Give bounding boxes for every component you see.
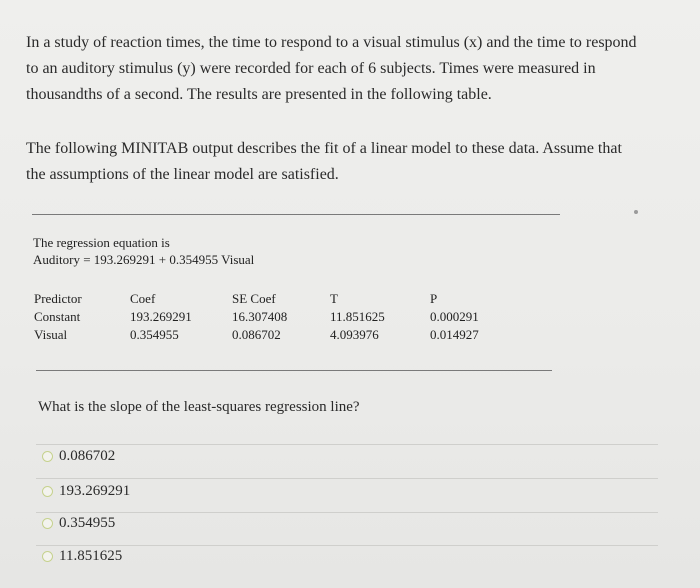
table-column-coef — [130, 290, 192, 344]
option-label: 0.354955 — [59, 514, 116, 531]
answer-option-3[interactable] — [42, 513, 115, 533]
radio-button[interactable] — [42, 551, 53, 562]
table-header: Predictor — [34, 291, 82, 306]
radio-button[interactable] — [42, 486, 53, 497]
minitab-intro-line-2: the assumptions of the linear model are satisfied. — [26, 166, 339, 183]
table-cell: Visual — [34, 327, 68, 342]
radio-button[interactable] — [42, 451, 53, 462]
answer-option-1[interactable] — [42, 446, 115, 466]
option-label: 193.269291 — [59, 482, 131, 499]
table-cell: Constant — [34, 309, 81, 324]
table-cell: 4.093976 — [330, 327, 379, 342]
decorative-dot — [634, 210, 638, 214]
table-cell: 193.269291 — [130, 309, 192, 324]
intro-line-3: thousandths of a second. The results are presented in the following table. — [26, 86, 492, 103]
minitab-intro-paragraph — [26, 136, 676, 188]
regression-equation: Auditory = 193.269291 + 0.354955 Visual — [33, 252, 255, 267]
option-separator — [36, 512, 658, 513]
table-cell: 16.307408 — [232, 309, 288, 324]
table-column-predictor — [34, 290, 82, 344]
table-cell: 0.354955 — [130, 327, 179, 342]
option-separator — [36, 444, 658, 445]
answer-option-2[interactable] — [42, 481, 130, 501]
intro-line-1: In a study of reaction times, the time to respond to a visual stimulus (x) and the time to respond — [26, 34, 637, 51]
intro-paragraph — [26, 30, 676, 108]
intro-line-2: to an auditory stimulus (y) were recorded for each of 6 subjects. Times were measured in — [26, 60, 596, 77]
question-text: What is the slope of the least-squares regression line? — [38, 399, 360, 415]
table-column-se-coef — [232, 290, 287, 344]
table-cell: 0.000291 — [430, 309, 479, 324]
table-column-t — [330, 290, 385, 344]
minitab-intro-line-1: The following MINITAB output describes the fit of a linear model to these data. Assume that — [26, 140, 622, 157]
option-separator — [36, 478, 658, 479]
option-label: 11.851625 — [59, 547, 123, 564]
table-cell: 0.086702 — [232, 327, 281, 342]
radio-button[interactable] — [42, 518, 53, 529]
table-header: P — [430, 291, 438, 306]
option-separator — [36, 545, 658, 546]
option-label: 0.086702 — [59, 447, 116, 464]
table-header: Coef — [130, 291, 156, 306]
table-header: T — [330, 291, 338, 306]
divider-top — [32, 214, 560, 215]
table-cell: 11.851625 — [330, 309, 385, 324]
table-header: SE Coef — [232, 291, 276, 306]
regression-heading: The regression equation is — [33, 235, 170, 250]
divider-bottom — [36, 370, 552, 371]
table-cell: 0.014927 — [430, 327, 479, 342]
answer-option-4[interactable] — [42, 546, 122, 566]
table-column-p — [430, 290, 479, 344]
